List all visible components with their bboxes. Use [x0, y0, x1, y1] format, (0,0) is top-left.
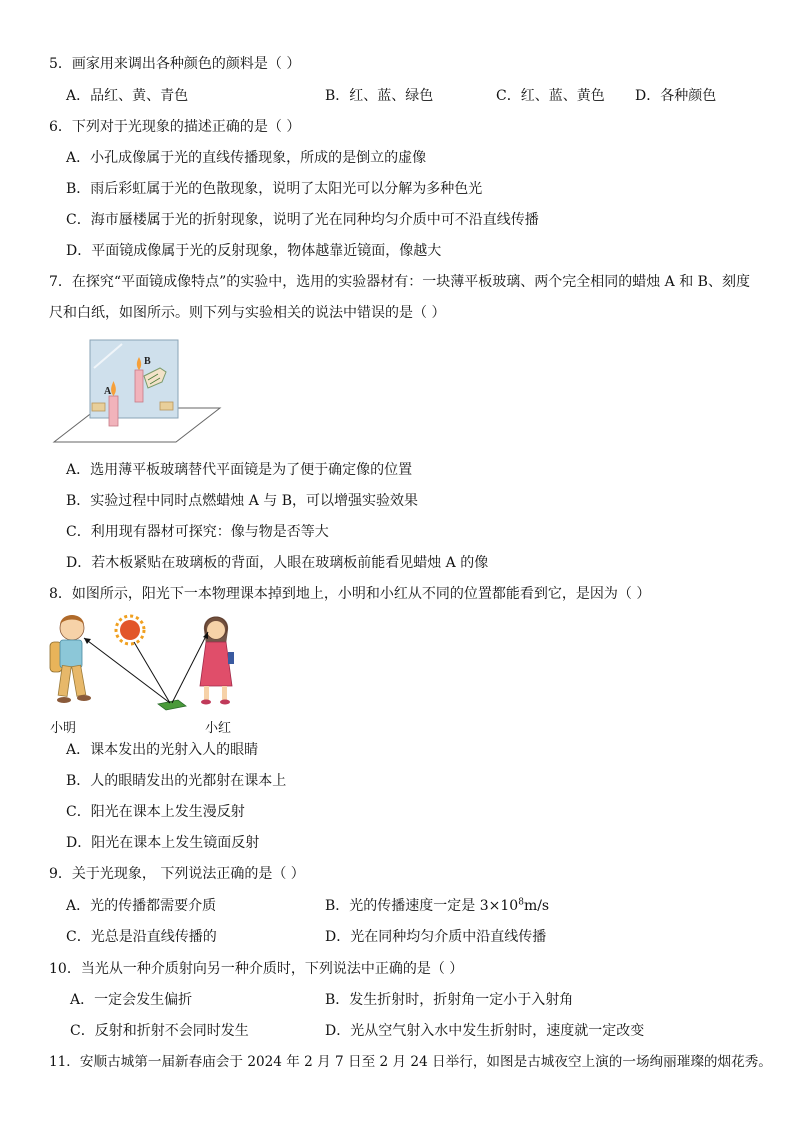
q6-option-c: C．海市蜃楼属于光的折射现象，说明了光在同种均匀介质中可不沿直线传播 — [66, 212, 539, 228]
q5-option-b: B．红、蓝、绿色 — [325, 88, 434, 104]
q7-option-c: C．利用现有器材可探究：像与物是否等大 — [66, 524, 329, 540]
q10-option-d: D．光从空气射入水中发生折射时，速度就一定改变 — [325, 1023, 645, 1039]
support-block-left — [92, 403, 105, 411]
q10-option-b: B．发生折射时，折射角一定小于入射角 — [325, 992, 574, 1008]
q5-option-c: C．红、蓝、黄色 — [496, 88, 605, 104]
q8-option-d: D．阳光在课本上发生镜面反射 — [66, 835, 260, 851]
question-10-stem: 10．当光从一种介质射向另一种介质时，下列说法中正确的是（ ） — [49, 961, 464, 977]
question-9-stem: 9．关于光现象， 下列说法正确的是（ ） — [49, 866, 305, 882]
girl-xiaohong — [200, 617, 234, 705]
question-11-stem: 11．安顺古城第一届新春庙会于 2024 年 2 月 7 日至 2 月 24 日举行，如图是古城夜空上演的一场绚丽璀璨的烟花秀。 — [49, 1054, 772, 1070]
boy-xiaoming — [50, 615, 91, 703]
question-7-stem-line1: 7．在探究“平面镜成像特点”的实验中，选用的实验器材有：一块薄平板玻璃、两个完全相同的蜡烛 A 和 B、刻度 — [49, 274, 750, 290]
q5-option-d: D．各种颜色 — [635, 88, 717, 104]
mirror-experiment-figure — [52, 338, 222, 446]
q8-option-c: C．阳光在课本上发生漫反射 — [66, 804, 245, 820]
q9-option-b-text: B．光的传播速度一定是 3×10 — [325, 898, 519, 914]
book — [158, 700, 186, 710]
label-xiaohong: 小红 — [205, 721, 232, 736]
q8-option-b: B．人的眼睛发出的光都射在课本上 — [66, 773, 287, 789]
q9-option-b-exponent: 8 — [518, 897, 524, 908]
question-8-stem: 8．如图所示，阳光下一本物理课本掉到地上，小明和小红从不同的位置都能看到它，是因为（ ） — [49, 586, 651, 602]
q9-option-b-unit: m/s — [523, 898, 550, 914]
q9-option-b — [325, 896, 549, 916]
label-b: B — [144, 356, 151, 367]
sunlight-book-figure — [44, 608, 244, 736]
q10-option-c: C．反射和折射不会同时发生 — [70, 1023, 249, 1039]
support-block-right — [160, 402, 173, 410]
question-5-stem: 5．画家用来调出各种颜色的颜料是（ ） — [49, 56, 301, 72]
question-6-stem: 6．下列对于光现象的描述正确的是（ ） — [49, 119, 301, 135]
label-xiaoming: 小明 — [50, 721, 77, 736]
q10-option-a: A．一定会发生偏折 — [70, 992, 193, 1008]
candle-a — [109, 396, 118, 426]
q5-option-a: A．品红、黄、青色 — [66, 88, 189, 104]
q6-option-b: B．雨后彩虹属于光的色散现象，说明了太阳光可以分解为多种色光 — [66, 181, 483, 197]
ray-sun-to-book — [134, 642, 170, 703]
q8-option-a: A．课本发出的光射入人的眼睛 — [66, 742, 259, 758]
q9-option-c: C．光总是沿直线传播的 — [66, 929, 217, 945]
ray-book-to-boy — [84, 638, 170, 703]
q9-option-d: D．光在同种均匀介质中沿直线传播 — [325, 929, 547, 945]
q7-option-a: A．选用薄平板玻璃替代平面镜是为了便于确定像的位置 — [66, 462, 413, 478]
q9-option-a: A．光的传播都需要介质 — [66, 898, 217, 914]
q6-option-d: D．平面镜成像属于光的反射现象，物体越靠近镜面，像越大 — [66, 243, 442, 259]
sun-icon — [116, 616, 144, 644]
label-a: A — [104, 386, 112, 397]
question-7-stem-line2: 尺和白纸，如图所示。则下列与实验相关的说法中错误的是（ ） — [49, 305, 446, 321]
q6-option-a: A．小孔成像属于光的直线传播现象，所成的是倒立的虚像 — [66, 150, 427, 166]
candle-b — [135, 370, 143, 402]
q7-option-d: D．若木板紧贴在玻璃板的背面，人眼在玻璃板前能看见蜡烛 A 的像 — [66, 555, 489, 571]
q7-option-b: B．实验过程中同时点燃蜡烛 A 与 B，可以增强实验效果 — [66, 493, 419, 509]
